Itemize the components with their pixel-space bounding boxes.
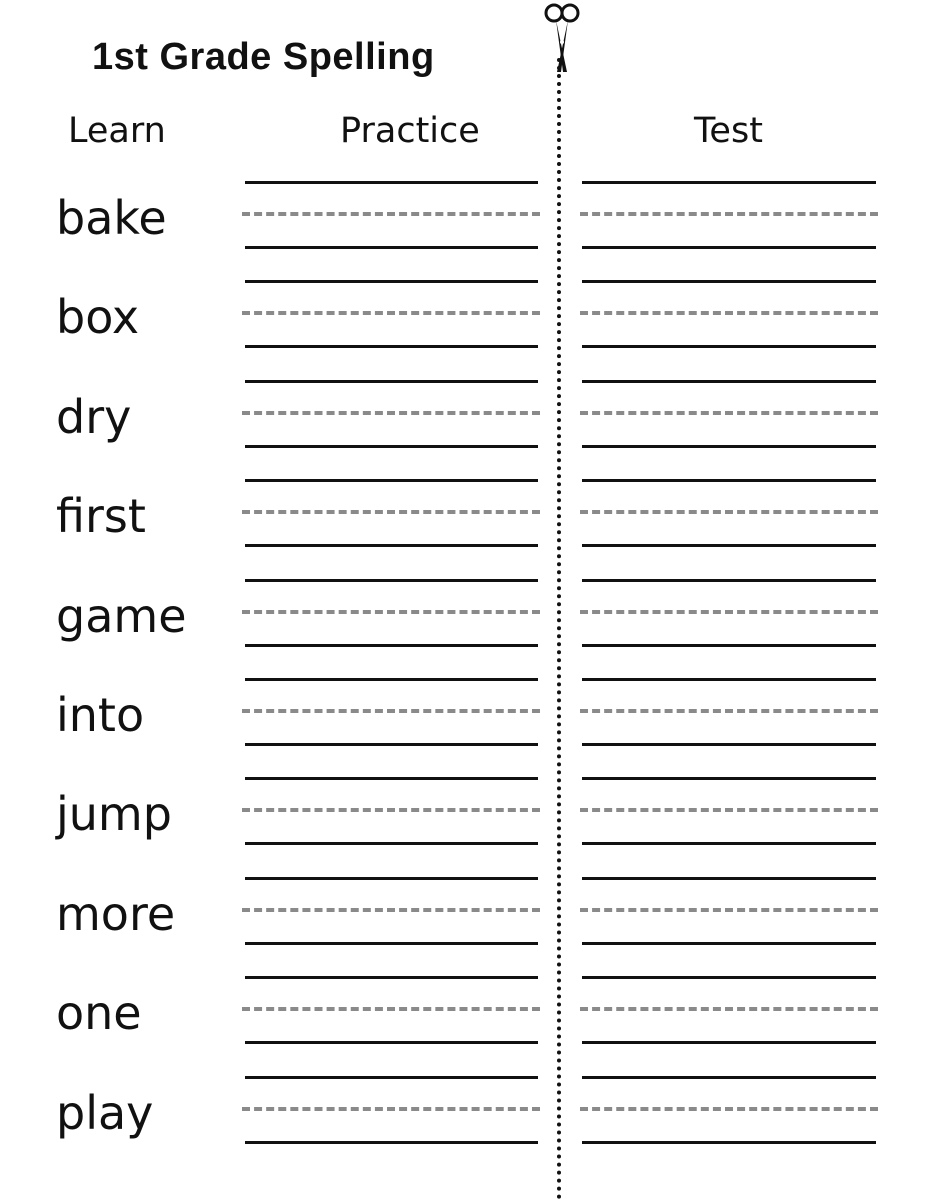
test-midline <box>580 311 878 315</box>
test-base-line <box>582 544 876 547</box>
practice-base-line <box>245 743 538 746</box>
practice-midline <box>242 311 540 315</box>
practice-base-line <box>245 246 538 249</box>
practice-base-line <box>245 1041 538 1044</box>
practice-top-line <box>245 181 538 184</box>
practice-midline <box>242 411 540 415</box>
test-midline <box>580 908 878 912</box>
spelling-word: more <box>56 886 176 941</box>
practice-base-line <box>245 1141 538 1144</box>
test-base-line <box>582 445 876 448</box>
test-midline <box>580 510 878 514</box>
test-top-line <box>582 280 876 283</box>
test-top-line <box>582 877 876 880</box>
cut-line <box>557 58 561 1200</box>
test-midline <box>580 808 878 812</box>
spelling-word: into <box>56 688 145 742</box>
test-base-line <box>582 1041 876 1044</box>
spelling-word: play <box>56 1085 154 1140</box>
spelling-word: one <box>56 986 142 1041</box>
scissors-icon <box>543 2 581 78</box>
practice-top-line <box>245 280 538 283</box>
practice-top-line <box>245 777 538 780</box>
test-base-line <box>582 345 876 348</box>
column-header-test: Test <box>694 111 763 151</box>
practice-midline <box>242 908 540 912</box>
practice-base-line <box>245 445 538 448</box>
test-base-line <box>582 246 876 249</box>
practice-base-line <box>245 345 538 348</box>
test-top-line <box>582 1076 876 1079</box>
practice-base-line <box>245 842 538 845</box>
practice-top-line <box>245 579 538 582</box>
practice-midline <box>242 808 540 812</box>
practice-base-line <box>245 644 538 647</box>
practice-top-line <box>245 678 538 681</box>
spelling-word: first <box>56 489 146 544</box>
practice-top-line <box>245 1076 538 1079</box>
test-midline <box>580 610 878 614</box>
test-midline <box>580 709 878 713</box>
test-top-line <box>582 181 876 184</box>
column-header-learn: Learn <box>68 111 166 151</box>
practice-top-line <box>245 380 538 383</box>
spelling-word: jump <box>56 787 172 842</box>
practice-base-line <box>245 544 538 547</box>
test-base-line <box>582 842 876 845</box>
test-midline <box>580 1107 878 1111</box>
test-base-line <box>582 942 876 945</box>
practice-midline <box>242 610 540 614</box>
practice-top-line <box>245 877 538 880</box>
test-top-line <box>582 678 876 681</box>
practice-midline <box>242 212 540 216</box>
test-top-line <box>582 579 876 582</box>
test-midline <box>580 212 878 216</box>
spelling-word: game <box>56 588 187 643</box>
test-top-line <box>582 479 876 482</box>
test-top-line <box>582 380 876 383</box>
test-base-line <box>582 1141 876 1144</box>
worksheet-title: 1st Grade Spelling <box>92 36 435 78</box>
spelling-word: dry <box>56 389 132 444</box>
practice-top-line <box>245 479 538 482</box>
practice-midline <box>242 1007 540 1011</box>
test-midline <box>580 411 878 415</box>
practice-midline <box>242 1107 540 1111</box>
test-top-line <box>582 777 876 780</box>
test-top-line <box>582 976 876 979</box>
practice-base-line <box>245 942 538 945</box>
test-midline <box>580 1007 878 1011</box>
spelling-word: box <box>56 290 140 345</box>
practice-midline <box>242 709 540 713</box>
practice-top-line <box>245 976 538 979</box>
column-header-practice: Practice <box>340 111 480 151</box>
test-base-line <box>582 644 876 647</box>
spelling-word: bake <box>56 191 167 245</box>
practice-midline <box>242 510 540 514</box>
test-base-line <box>582 743 876 746</box>
